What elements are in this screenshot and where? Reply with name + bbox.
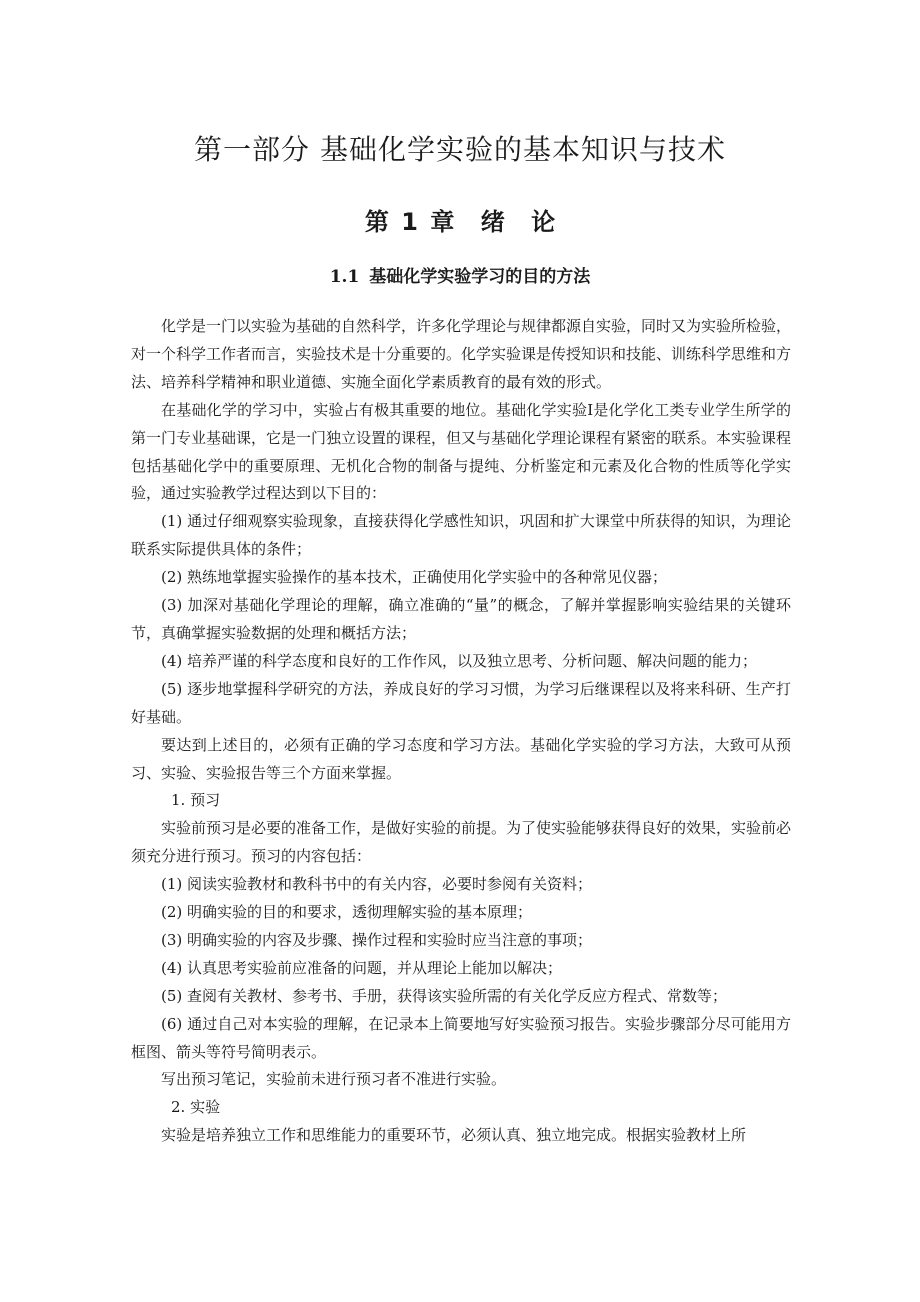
goal-item: (1) 通过仔细观察实验现象，直接获得化学感性知识，巩固和扩大课堂中所获得的知识，为理论联系实际提供具体的条件； [131,512,791,559]
preview-intro: 实验前预习是必要的准备工作，是做好实验的前提。为了使实验能够获得良好的效果，实验前必须充分进行预习。预习的内容包括： [131,819,792,866]
section-title [0,262,920,292]
body-text [131,313,791,1150]
goal-item: (2) 熟练地掌握实验操作的基本技术，正确使用化学实验中的各种常见仪器； [161,568,668,587]
goal-item: (3) 加深对基础化学理论的理解，确立准确的“量”的概念，了解并掌握影响实验结果的关键环节，真确掌握实验数据的处理和概括方法； [131,596,791,642]
preview-item: (2) 明确实验的目的和要求，透彻理解实验的基本原理； [161,903,533,922]
paragraph: 在基础化学的学习中，实验占有极其重要的地位。基础化学实验I是化学化工类专业学生所学的第一门专业基础课，它是一门独立设置的课程，但又与基础化学理论课程有紧密的联系。本实验课程包括基础化学中的重要原理、无机化合物的制备与提纯、分析鉴定和元素及化合物的性质等化学实验，通过实验教学过程达到以下目的： [131,400,792,503]
paragraph: 化学是一门以实验为基础的自然科学，许多化学理论与规律都源自实验，同时又为实验所检验，对一个科学工作者而言，实验技术是十分重要的。化学实验课是传授知识和技能、训练科学思维和方法、培养科学精神和职业道德、实施全面化学素质教育的最有效的形式。 [131,317,792,391]
preview-heading: 1. 预习 [171,791,221,810]
goal-item: (4) 培养严谨的科学态度和良好的工作作风，以及独立思考、分析问题、解决问题的能力； [161,651,758,670]
preview-item: (6) 通过自己对本实验的理解，在记录本上简要地写好实验预习报告。实验步骤部分尽可能用方框图、箭头等符号简明表示。 [131,1014,791,1061]
preview-item: (5) 查阅有关教材、参考书、手册，获得该实验所需的有关化学反应方程式、常数等； [161,986,728,1005]
chapter-number: 第 1 章 [364,208,455,236]
methods-intro: 要达到上述目的，必须有正确的学习态度和学习方法。基础化学实验的学习方法，大致可从预习、实验、实验报告等三个方面来掌握。 [131,735,791,782]
section-number: 1.1 [329,267,360,287]
experiment-intro: 实验是培养独立工作和思维能力的重要环节，必须认真、独立地完成。根据实验教材上所 [161,1126,747,1145]
preview-item: (1) 阅读实验教材和教科书中的有关内容，必要时参阅有关资料； [161,875,593,894]
section-title-text: 基础化学实验学习的目的方法 [369,267,591,287]
chapter-word-1: 绪 [480,208,505,236]
preview-item: (4) 认真思考实验前应准备的问题，并从理论上能加以解决； [161,958,563,977]
part-title: 第一部分 基础化学实验的基本知识与技术 [194,133,726,166]
preview-item: (3) 明确实验的内容及步骤、操作过程和实验时应当注意的事项； [161,930,593,949]
chapter-title [0,202,920,242]
experiment-heading: 2. 实验 [171,1098,221,1117]
chapter-word-2: 论 [531,208,556,236]
preview-note: 写出预习笔记，实验前未进行预习者不准进行实验。 [161,1070,507,1089]
goal-item: (5) 逐步地掌握科学研究的方法，养成良好的学习习惯，为学习后继课程以及将来科研、生产打好基础。 [131,679,791,726]
